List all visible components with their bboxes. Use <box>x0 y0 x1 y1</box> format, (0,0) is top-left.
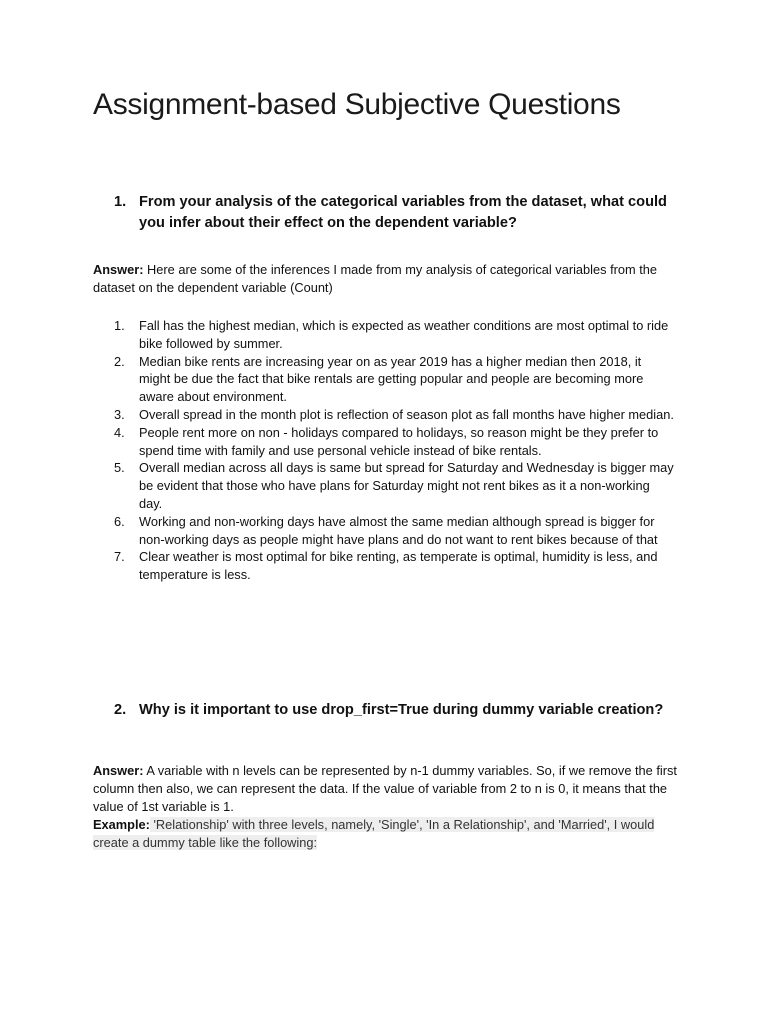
list-item-number: 5. <box>114 460 125 476</box>
list-item-number: 4. <box>114 424 125 440</box>
list-item-number: 3. <box>114 406 125 422</box>
list-item <box>114 317 674 353</box>
question-2 <box>114 700 674 721</box>
answer-1-intro <box>93 261 683 297</box>
answer-1-list <box>114 317 674 584</box>
list-item-text: Clear weather is most optimal for bike renting, as temperate is optimal, humidity is less, and temperature is less. <box>139 549 658 583</box>
list-item-number: 2. <box>114 353 125 369</box>
question-1 <box>114 192 674 234</box>
list-item-text: People rent more on non - holidays compared to holidays, so reason might be they prefer to spend time with family and use personal vehicle instead of bike rentals. <box>139 424 659 458</box>
question-2-text: Why is it important to use drop_first=True during dummy variable creation? <box>139 702 664 718</box>
list-item-text: Fall has the highest median, which is expected as weather conditions are most optimal to ride bike followed by summer. <box>139 318 669 351</box>
question-2-number: 2. <box>114 702 127 718</box>
question-1-number: 1. <box>114 194 127 210</box>
answer-1-label: Answer: <box>93 262 144 277</box>
list-item <box>114 548 674 584</box>
list-item-text: Median bike rents are increasing year on as year 2019 has a higher median then 2018, it might be due the fact that bike rentals are getting popular and people are becoming more aware about environment. <box>139 353 644 405</box>
question-1-text: From your analysis of the categorical variables from the dataset, what could you infer about their effect on the dependent variable? <box>139 194 667 231</box>
list-item-text: Overall median across all days is same but spread for Saturday and Wednesday is bigger may be evident that those who have plans for Saturday might not rent bikes as it a non-working day. <box>139 460 674 511</box>
list-item <box>114 513 674 549</box>
list-item <box>114 459 674 512</box>
example-text: 'Relationship' with three levels, namely, 'Single', 'In a Relationship', and 'Married', I would create a dummy table like the following: <box>93 817 655 850</box>
answer-2-text: A variable with n levels can be represented by n-1 dummy variables. So, if we remove the first column then also, we can represent the data. If the value of variable from 2 to n is 0, it means that the value of 1st variable is 1. <box>93 763 677 814</box>
answer-2-text-block <box>93 762 683 816</box>
list-item <box>114 406 674 424</box>
example-label: Example: <box>93 817 150 832</box>
list-item-text: Overall spread in the month plot is reflection of season plot as fall months have higher median. <box>139 406 674 422</box>
list-item-text: Working and non-working days have almost the same median although spread is bigger for non-working days as people might have plans and do not want to rent bikes because of that <box>139 513 658 547</box>
list-item-number: 1. <box>114 318 125 333</box>
list-item <box>114 424 674 460</box>
answer-1-text: Here are some of the inferences I made from my analysis of categorical variables from the dataset on the dependent variable (Count) <box>93 262 658 295</box>
answer-2-label: Answer: <box>93 763 144 778</box>
list-item-number: 7. <box>114 549 125 565</box>
document-title: Assignment-based Subjective Questions <box>93 88 621 121</box>
list-item-number: 6. <box>114 513 125 529</box>
list-item <box>114 353 674 406</box>
answer-2-example <box>93 816 683 852</box>
